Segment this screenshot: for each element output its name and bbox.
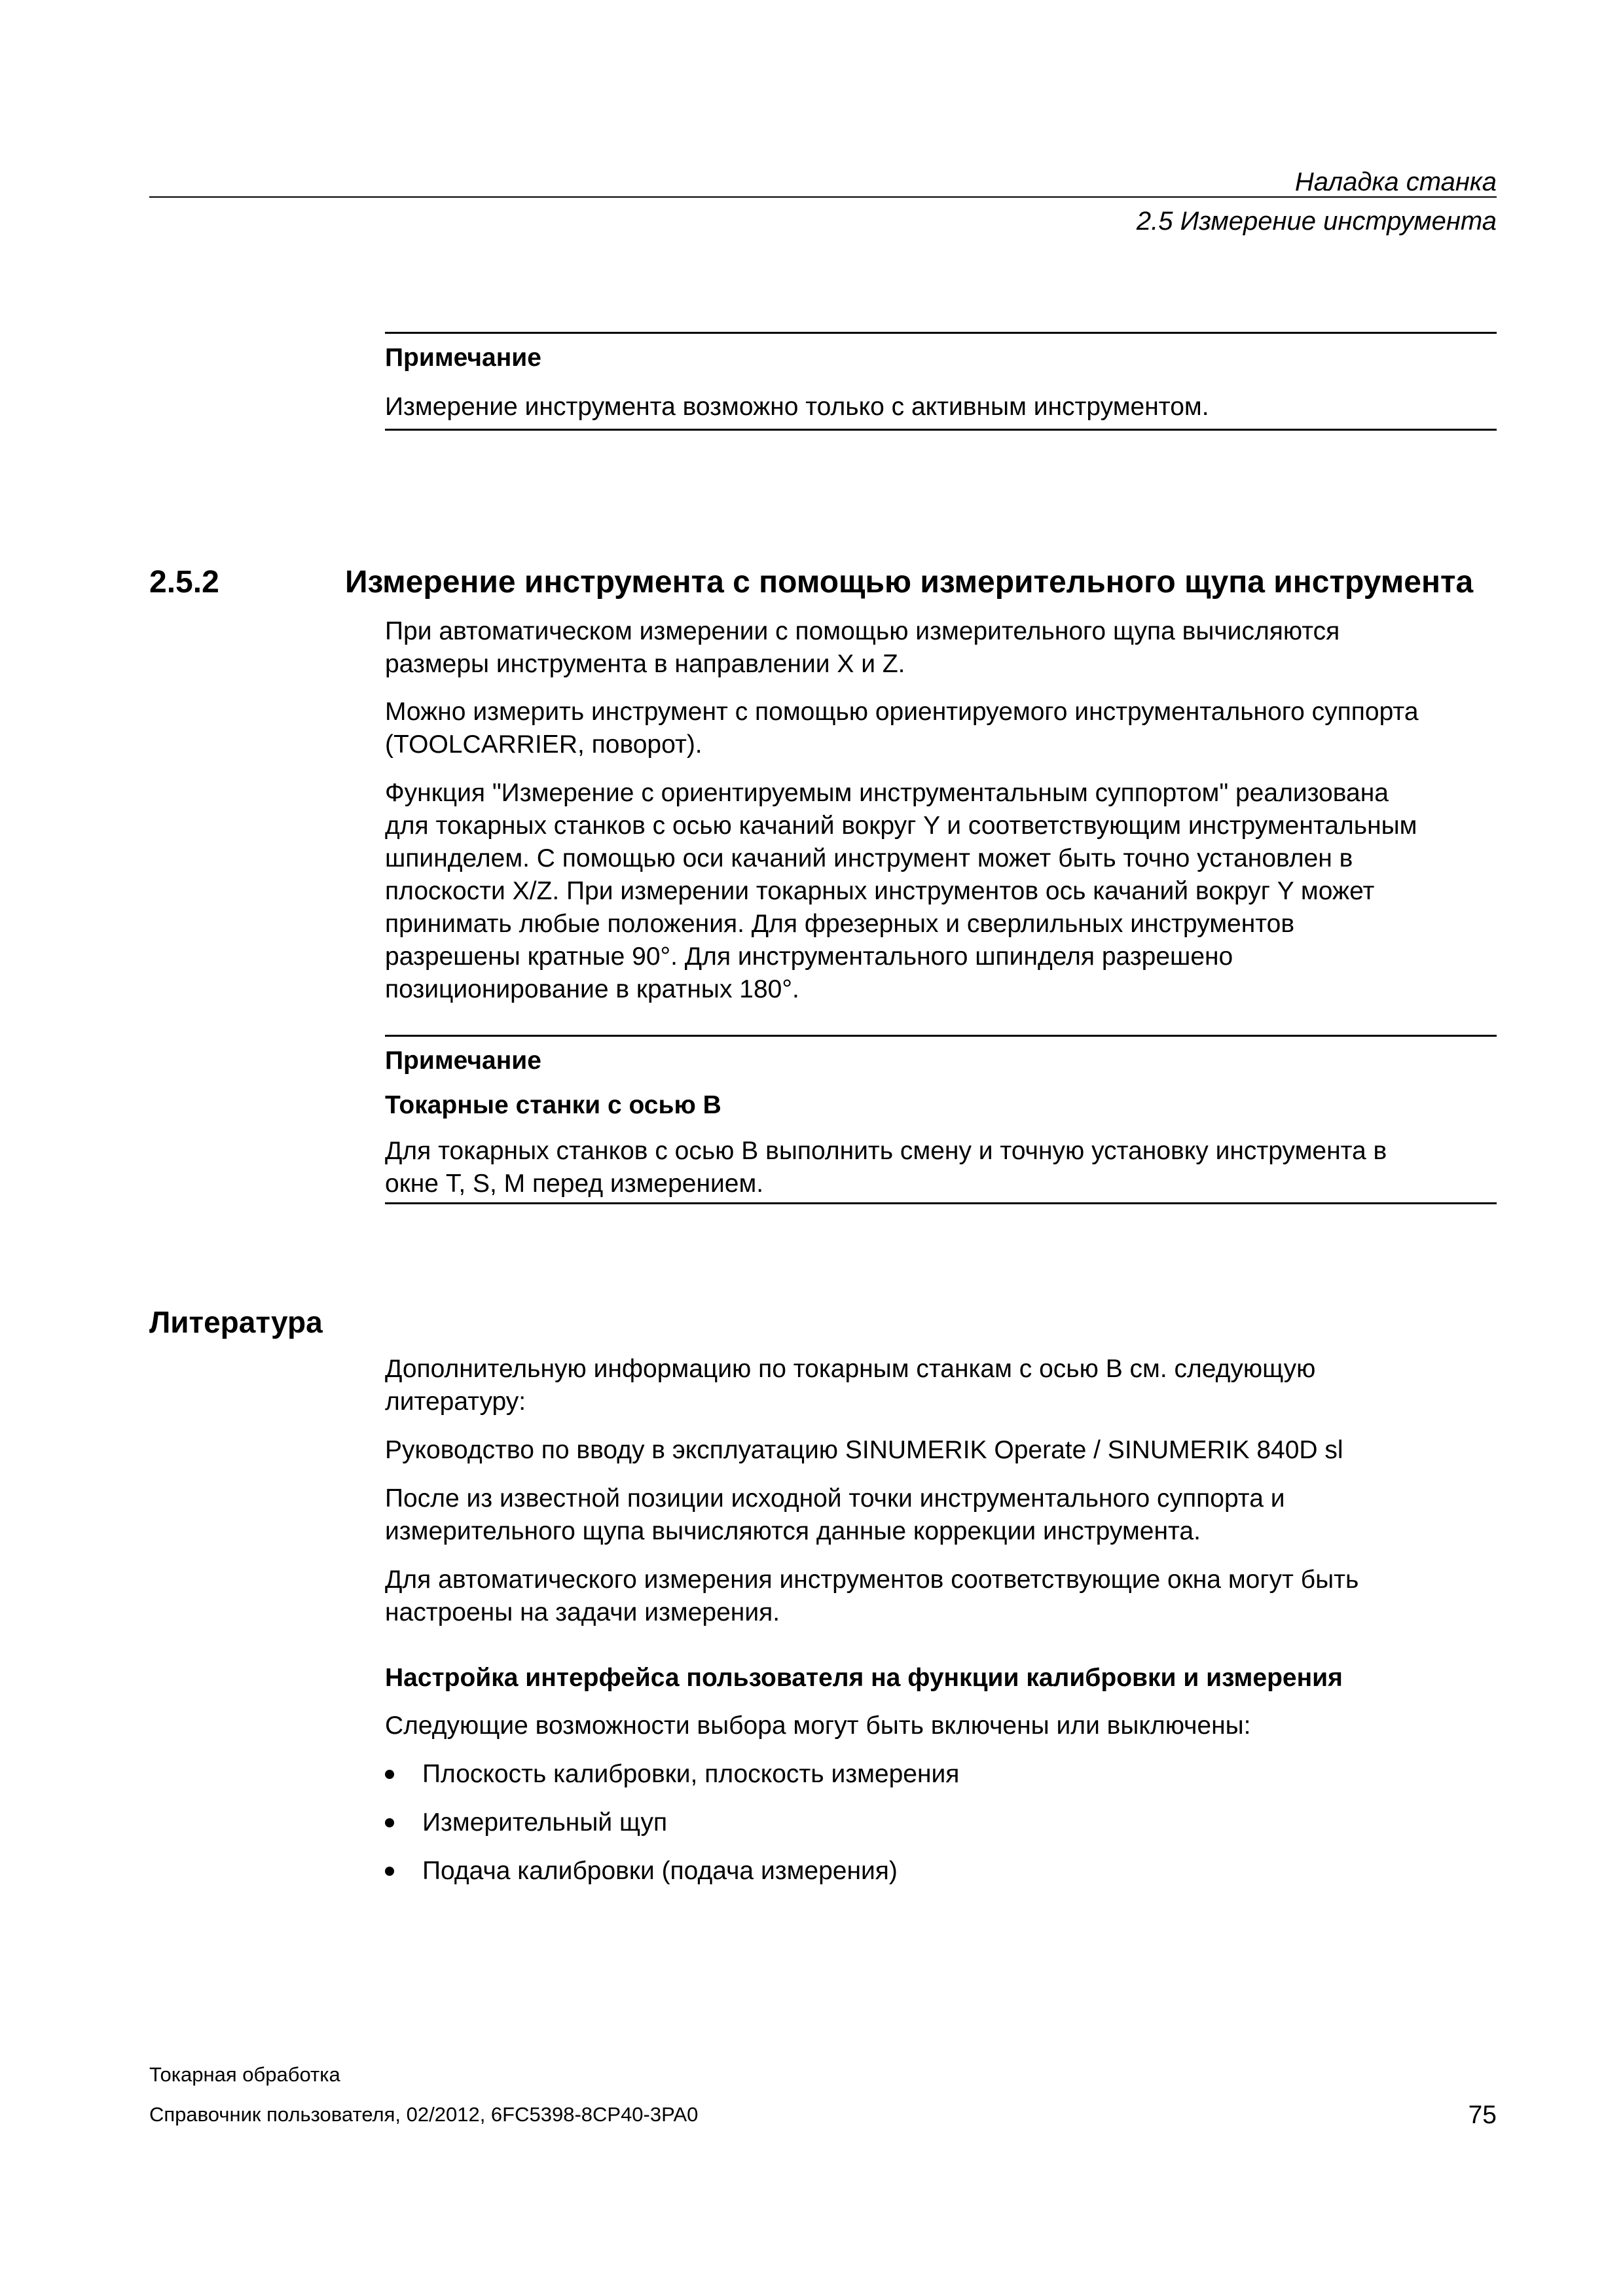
footer-document-info: Справочник пользователя, 02/2012, 6FC5398-8CP40-3PA0 — [149, 2103, 699, 2126]
note2-subtitle: Токарные станки с осью B — [385, 1091, 721, 1119]
bullet-icon — [385, 1818, 394, 1827]
note2-bottom-rule — [385, 1202, 1497, 1204]
list-item-text: Плоскость калибровки, плоскость измерения — [422, 1760, 960, 1788]
text-line: для токарных станков с осью качаний вокруг Y и соответствующим инструментальным — [385, 812, 1417, 840]
ui-settings-intro: Следующие возможности выбора могут быть включены или выключены: — [385, 1712, 1251, 1740]
note1-text: Измерение инструмента возможно только с активным инструментом. — [385, 393, 1209, 421]
text-line: окне T, S, M перед измерением. — [385, 1170, 764, 1198]
text-line: принимать любые положения. Для фрезерных и сверлильных инструментов — [385, 910, 1295, 938]
section-paragraph-2 — [385, 696, 1498, 761]
literature-paragraph-2 — [385, 1434, 1498, 1467]
literature-paragraph-3 — [385, 1482, 1498, 1548]
literature-paragraph-4 — [385, 1564, 1498, 1629]
note2-text — [385, 1135, 1498, 1200]
text-line: настроены на задачи измерения. — [385, 1598, 780, 1626]
note2-title: Примечание — [385, 1047, 541, 1075]
footer-document-title: Токарная обработка — [149, 2063, 340, 2086]
section-number: 2.5.2 — [149, 565, 219, 600]
text-line: Для автоматического измерения инструментов соответствующие окна могут быть — [385, 1566, 1359, 1594]
section-paragraph-1 — [385, 615, 1498, 681]
section-title: Измерение инструмента с помощью измерительного щупа инструмента — [345, 565, 1474, 600]
text-line: Дополнительную информацию по токарным станкам с осью B см. следующую — [385, 1355, 1316, 1383]
text-line: позиционирование в кратных 180°. — [385, 975, 799, 1003]
text-line: При автоматическом измерении с помощью измерительного щупа вычисляются — [385, 617, 1340, 645]
text-line: Руководство по вводу в эксплуатацию SINUMERIK Operate / SINUMERIK 840D sl — [385, 1436, 1343, 1464]
text-line: разрешены кратные 90°. Для инструментального шпинделя разрешено — [385, 942, 1233, 971]
text-line: (TOOLCARRIER, поворот). — [385, 730, 702, 759]
text-line: Для токарных станков с осью B выполнить смену и точную установку инструмента в — [385, 1137, 1387, 1165]
page-number: 75 — [1468, 2101, 1497, 2129]
text-line: плоскости X/Z. При измерении токарных инструментов ось качаний вокруг Y может — [385, 877, 1375, 905]
text-line: После из известной позиции исходной точки инструментального суппорта и — [385, 1484, 1285, 1513]
note2-top-rule — [385, 1035, 1497, 1037]
literature-heading: Литература — [149, 1305, 323, 1339]
text-line: измерительного щупа вычисляются данные коррекции инструмента. — [385, 1517, 1201, 1545]
list-item-text: Измерительный щуп — [422, 1808, 668, 1837]
note1-title: Примечание — [385, 344, 541, 372]
literature-paragraph-1 — [385, 1353, 1498, 1418]
note1-bottom-rule — [385, 429, 1497, 431]
text-line: размеры инструмента в направлении X и Z. — [385, 650, 905, 678]
list-item-text: Подача калибровки (подача измерения) — [422, 1857, 898, 1885]
note1-top-rule — [385, 332, 1497, 334]
text-line: Функция "Измерение с ориентируемым инструментальным суппортом" реализована — [385, 779, 1389, 807]
text-line: Можно измерить инструмент с помощью ориентируемого инструментального суппорта — [385, 698, 1419, 726]
header-chapter: Наладка станка — [1294, 168, 1497, 196]
ui-settings-heading: Настройка интерфейса пользователя на функции калибровки и измерения — [385, 1664, 1343, 1692]
section-paragraph-3 — [385, 777, 1498, 1006]
header-section: 2.5 Измерение инструмента — [1136, 207, 1497, 236]
bullet-icon — [385, 1867, 394, 1876]
text-line: литературу: — [385, 1388, 526, 1416]
text-line: шпинделем. С помощью оси качаний инструмент может быть точно установлен в — [385, 844, 1353, 872]
header-rule — [149, 196, 1497, 198]
bullet-icon — [385, 1770, 394, 1779]
